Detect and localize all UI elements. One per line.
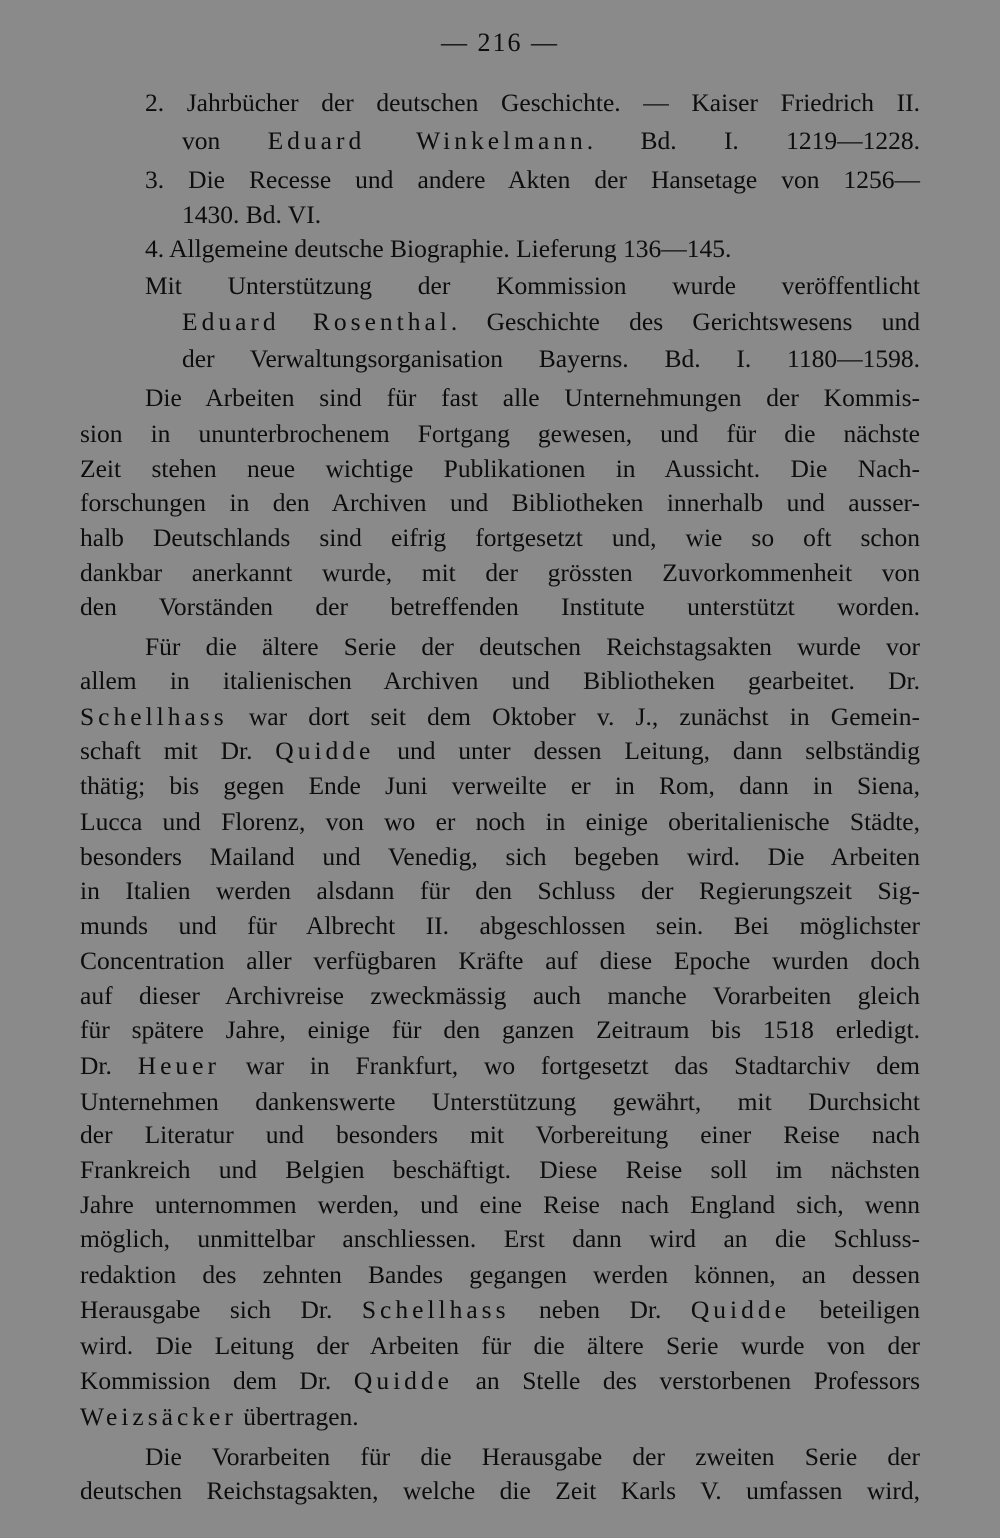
spaced-name: Schellhass	[80, 702, 228, 731]
text-line	[80, 556, 920, 590]
text-segment: Dr.	[80, 1051, 138, 1080]
text-line	[80, 874, 920, 908]
text-segment: 4. Allgemeine deutsche Biographie. Lieferung 136—145.	[145, 234, 732, 263]
text-line	[182, 124, 920, 158]
text-line	[80, 1188, 920, 1222]
text-segment: Jahre unternommen werden, und eine Reise nach England sich, wenn	[80, 1190, 920, 1219]
text-segment: sion in ununterbrochenem Fortgang gewesen, und für die nächste	[80, 419, 920, 448]
text-segment: Für die ältere Serie der deutschen Reichstagsakten wurde vor	[145, 632, 920, 661]
text-segment: Concentration aller verfügbaren Kräfte auf diese Epoche wurden doch	[80, 946, 920, 975]
text-line	[145, 269, 920, 303]
text-line	[80, 1153, 920, 1187]
text-line	[80, 1364, 920, 1398]
text-segment: Zeit stehen neue wichtige Publikationen in Aussicht. Die Nach-	[80, 454, 920, 483]
text-segment: besonders Mailand und Venedig, sich begeben wird. Die Arbeiten	[80, 842, 920, 871]
text-line	[145, 1440, 920, 1474]
text-segment: Herausgabe sich Dr.	[80, 1295, 362, 1324]
text-line	[80, 1049, 920, 1083]
text-line	[80, 840, 920, 874]
spaced-name: Eduard Winkelmann	[267, 126, 587, 155]
text-segment: auf dieser Archivreise zweckmässig auch manche Vorarbeiten gleich	[80, 981, 920, 1010]
text-segment: den Vorständen der betreffenden Institute unterstützt worden.	[80, 592, 920, 621]
text-segment: Die Arbeiten sind für fast alle Unternehmungen der Kommis-	[145, 383, 920, 412]
text-segment: forschungen in den Archiven und Bibliotheken innerhalb und ausser-	[80, 488, 920, 517]
text-line	[80, 1293, 920, 1327]
text-line	[80, 1400, 920, 1434]
text-segment: möglich, unmittelbar anschliessen. Erst dann wird an die Schluss-	[80, 1224, 920, 1253]
text-line	[182, 342, 920, 376]
page-number: — 216 —	[441, 28, 559, 57]
text-line	[80, 452, 920, 486]
spaced-name: Heuer	[137, 1051, 220, 1080]
text-segment: 1430. Bd. VI.	[182, 200, 322, 229]
spaced-name: Quidde	[353, 1366, 453, 1395]
text-segment: . Bd. I. 1219—1228.	[586, 126, 921, 155]
text-segment: Unternehmen dankenswerte Unterstützung gewährt, mit Durchsicht	[80, 1087, 920, 1116]
text-segment: war dort seit dem Oktober v. J., zunächst in Gemein-	[227, 702, 920, 731]
text-segment: der Verwaltungsorganisation Bayerns. Bd. I. 1180—1598.	[182, 344, 920, 373]
text-segment: 2. Jahrbücher der deutschen Geschichte. — Kaiser Friedrich II.	[145, 88, 920, 117]
spaced-name: Quidde	[690, 1295, 790, 1324]
text-line	[80, 1118, 920, 1152]
text-segment: der Literatur und besonders mit Vorbereitung einer Reise nach	[80, 1120, 920, 1149]
text-segment: für spätere Jahre, einige für den ganzen Zeitraum bis 1518 erledigt.	[80, 1015, 920, 1044]
text-line	[80, 909, 920, 943]
text-segment: übertragen.	[236, 1402, 359, 1431]
text-line	[80, 1474, 920, 1508]
text-segment: Lucca und Florenz, von wo er noch in einige oberitalienische Städte,	[80, 807, 920, 836]
text-segment: in Italien werden alsdann für den Schluss der Regierungszeit Sig-	[80, 876, 920, 905]
text-line	[80, 486, 920, 520]
text-segment: 3. Die Recesse und andere Akten der Hansetage von 1256—	[145, 165, 920, 194]
text-line	[80, 805, 920, 839]
text-line	[182, 198, 920, 232]
text-line	[80, 590, 920, 624]
text-segment: war in Frankfurt, wo fortgesetzt das Stadtarchiv dem	[219, 1051, 920, 1080]
text-line	[145, 232, 920, 266]
text-line	[145, 86, 920, 120]
spaced-name: Eduard Rosenthal	[182, 307, 451, 336]
text-line	[80, 521, 920, 555]
text-line	[80, 700, 920, 734]
text-line	[182, 305, 920, 339]
text-segment: dankbar anerkannt wurde, mit der grössten Zuvorkommenheit von	[80, 558, 920, 587]
text-segment: schaft mit Dr.	[80, 736, 276, 765]
text-segment: Kommission dem Dr.	[80, 1366, 354, 1395]
spaced-name: Quidde	[275, 736, 375, 765]
text-line	[80, 979, 920, 1013]
text-line	[80, 417, 920, 451]
text-line	[80, 734, 920, 768]
text-segment: redaktion des zehnten Bandes gegangen werden können, an dessen	[80, 1260, 920, 1289]
text-segment: und unter dessen Leitung, dann selbständig	[374, 736, 921, 765]
spaced-name: Weizsäcker	[80, 1402, 237, 1431]
text-line	[145, 381, 920, 415]
text-line	[80, 1329, 920, 1363]
text-line	[80, 1222, 920, 1256]
text-segment: allem in italienischen Archiven und Bibliotheken gearbeitet. Dr.	[80, 666, 920, 695]
text-segment: wird. Die Leitung der Arbeiten für die ältere Serie wurde von der	[80, 1331, 920, 1360]
text-segment: Die Vorarbeiten für die Herausgabe der zweiten Serie der	[145, 1442, 920, 1471]
text-segment: Mit Unterstützung der Kommission wurde veröffentlicht	[145, 271, 920, 300]
text-line	[145, 163, 920, 197]
spaced-name: Schellhass	[361, 1295, 510, 1324]
text-segment: von	[182, 126, 268, 155]
text-segment: . Geschichte des Gerichtswesens und	[450, 307, 921, 336]
text-line	[145, 630, 920, 664]
text-line	[80, 1013, 920, 1047]
text-segment: halb Deutschlands sind eifrig fortgesetzt und, wie so oft schon	[80, 523, 920, 552]
text-line	[80, 1258, 920, 1292]
text-line	[80, 769, 920, 803]
text-line	[80, 944, 920, 978]
text-segment: an Stelle des verstorbenen Professors	[452, 1366, 920, 1395]
text-segment: thätig; bis gegen Ende Juni verweilte er in Rom, dann in Siena,	[80, 771, 920, 800]
text-line	[80, 664, 920, 698]
text-line	[80, 1085, 920, 1119]
text-segment: deutschen Reichstagsakten, welche die Zeit Karls V. umfassen wird,	[80, 1476, 920, 1505]
text-segment: neben Dr.	[509, 1295, 691, 1324]
text-segment: Frankreich und Belgien beschäftigt. Diese Reise soll im nächsten	[80, 1155, 920, 1184]
text-segment: beteiligen	[789, 1295, 921, 1324]
text-segment: munds und für Albrecht II. abgeschlossen sein. Bei möglichster	[80, 911, 920, 940]
